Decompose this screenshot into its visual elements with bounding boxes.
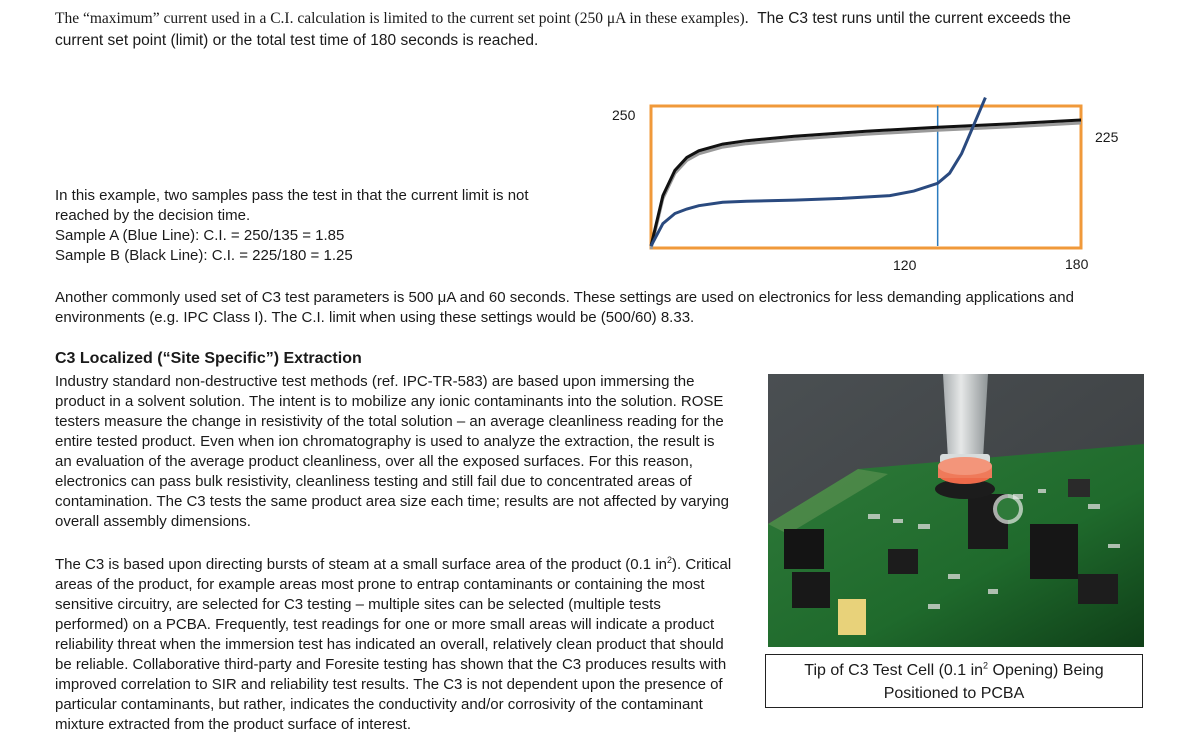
paragraph-line: sensitive circuitry, are selected for C3 testing – multiple sites can be selected (multiple tests: [55, 596, 661, 613]
parameters-line: Another commonly used set of C3 test parameters is 500 μA and 60 seconds. These settings are used on electronics for less demanding applications and: [55, 289, 1074, 306]
paragraph-line: contamination. The C3 tests the same product area size each time; results are not affected by varying: [55, 493, 729, 510]
paragraph-line: testers measure the change in resistivity of the total solution – an average cleanliness reading for the: [55, 413, 724, 430]
y-tick-250: 250: [612, 107, 636, 123]
paragraph-line: areas of the product, for example areas most prone to entrap contaminants or containing the most: [55, 576, 705, 593]
x-tick-120: 120: [893, 257, 917, 273]
parameters-line: environments (e.g. IPC Class I). The C.I. limit when using these settings would be (500/60) 8.33.: [55, 309, 695, 326]
intro-paragraph: [55, 8, 1155, 52]
photo-caption: [765, 654, 1143, 708]
series-b-line: [651, 120, 1081, 246]
series-a-line: [651, 98, 985, 246]
paragraph-line: reliability threat when the immersion test has indicated an overall, relatively clean product that should: [55, 636, 724, 653]
paragraph-line: be reliable. Collaborative third-party and Foresite testing has shown that the C3 produces results with: [55, 656, 727, 673]
x-tick-180: 180: [1065, 256, 1089, 272]
y-tick-225: 225: [1095, 129, 1119, 145]
pcba-test-cell-photo: [768, 374, 1144, 647]
section-heading: C3 Localized (“Site Specific”) Extraction: [55, 350, 362, 367]
current-chart: [600, 60, 1140, 280]
paragraph-line: entire tested product. Even when ion chromatography is used to analyze the extraction, the result is: [55, 433, 715, 450]
intro-serif-text: The “maximum” current used in a C.I. calculation is limited to the current set point (250 μA in these examples).: [55, 10, 749, 27]
example-paragraph: [55, 186, 575, 266]
caption-line-2: Positioned to PCBA: [883, 685, 1025, 702]
paragraph-line: mixture extracted from the product surface of interest.: [55, 716, 411, 733]
paragraph-line: performed) on a PCBA. Frequently, test readings for one or more small areas will indicate a product: [55, 616, 715, 633]
parameters-paragraph: [55, 288, 1155, 328]
steam-paragraph: [55, 555, 755, 735]
superscript: 2: [983, 660, 989, 671]
paragraph-line: Industry standard non-destructive test methods (ref. IPC-TR-583) are based upon immersing the: [55, 373, 695, 390]
paragraph-line: ). Critical: [672, 556, 732, 573]
example-line: reached by the decision time.: [55, 207, 251, 224]
sample-a-line: Sample A (Blue Line): C.I. = 250/135 = 1.85: [55, 227, 345, 244]
example-line: In this example, two samples pass the test in that the current limit is not: [55, 187, 529, 204]
superscript: 2: [667, 555, 673, 565]
series-b-shadow: [651, 123, 1081, 249]
caption-text: Tip of C3 Test Cell (0.1 in: [804, 662, 984, 679]
intro-line-2: current set point (limit) or the total test time of 180 seconds is reached.: [55, 32, 539, 49]
paragraph-line: product in a solvent solution. The intent is to mobilize any ionic contaminants into the solution. ROSE: [55, 393, 724, 410]
caption-text: Opening) Being: [988, 662, 1104, 679]
extraction-paragraph: [55, 372, 755, 532]
sample-b-line: Sample B (Black Line): C.I. = 225/180 = 1.25: [55, 247, 353, 264]
paragraph-line: particular contaminants, but rather, indicates the conductivity and/or corrosivity of the contaminant: [55, 696, 703, 713]
intro-sans-text: The C3 test runs until the current exceeds the: [757, 10, 1071, 27]
paragraph-line: electronics can pass bulk resistivity, cleanliness testing and still fail due to concentrated areas of: [55, 473, 692, 490]
paragraph-line: overall assembly dimensions.: [55, 513, 251, 530]
paragraph-line: improved correlation to SIR and reliability test results. The C3 is not dependent upon the presence of: [55, 676, 723, 693]
paragraph-line: The C3 is based upon directing bursts of steam at a small surface area of the product (0.1 in: [55, 556, 667, 573]
paragraph-line: an evaluation of the average product cleanliness, over all the exposed surfaces. For this reason,: [55, 453, 693, 470]
